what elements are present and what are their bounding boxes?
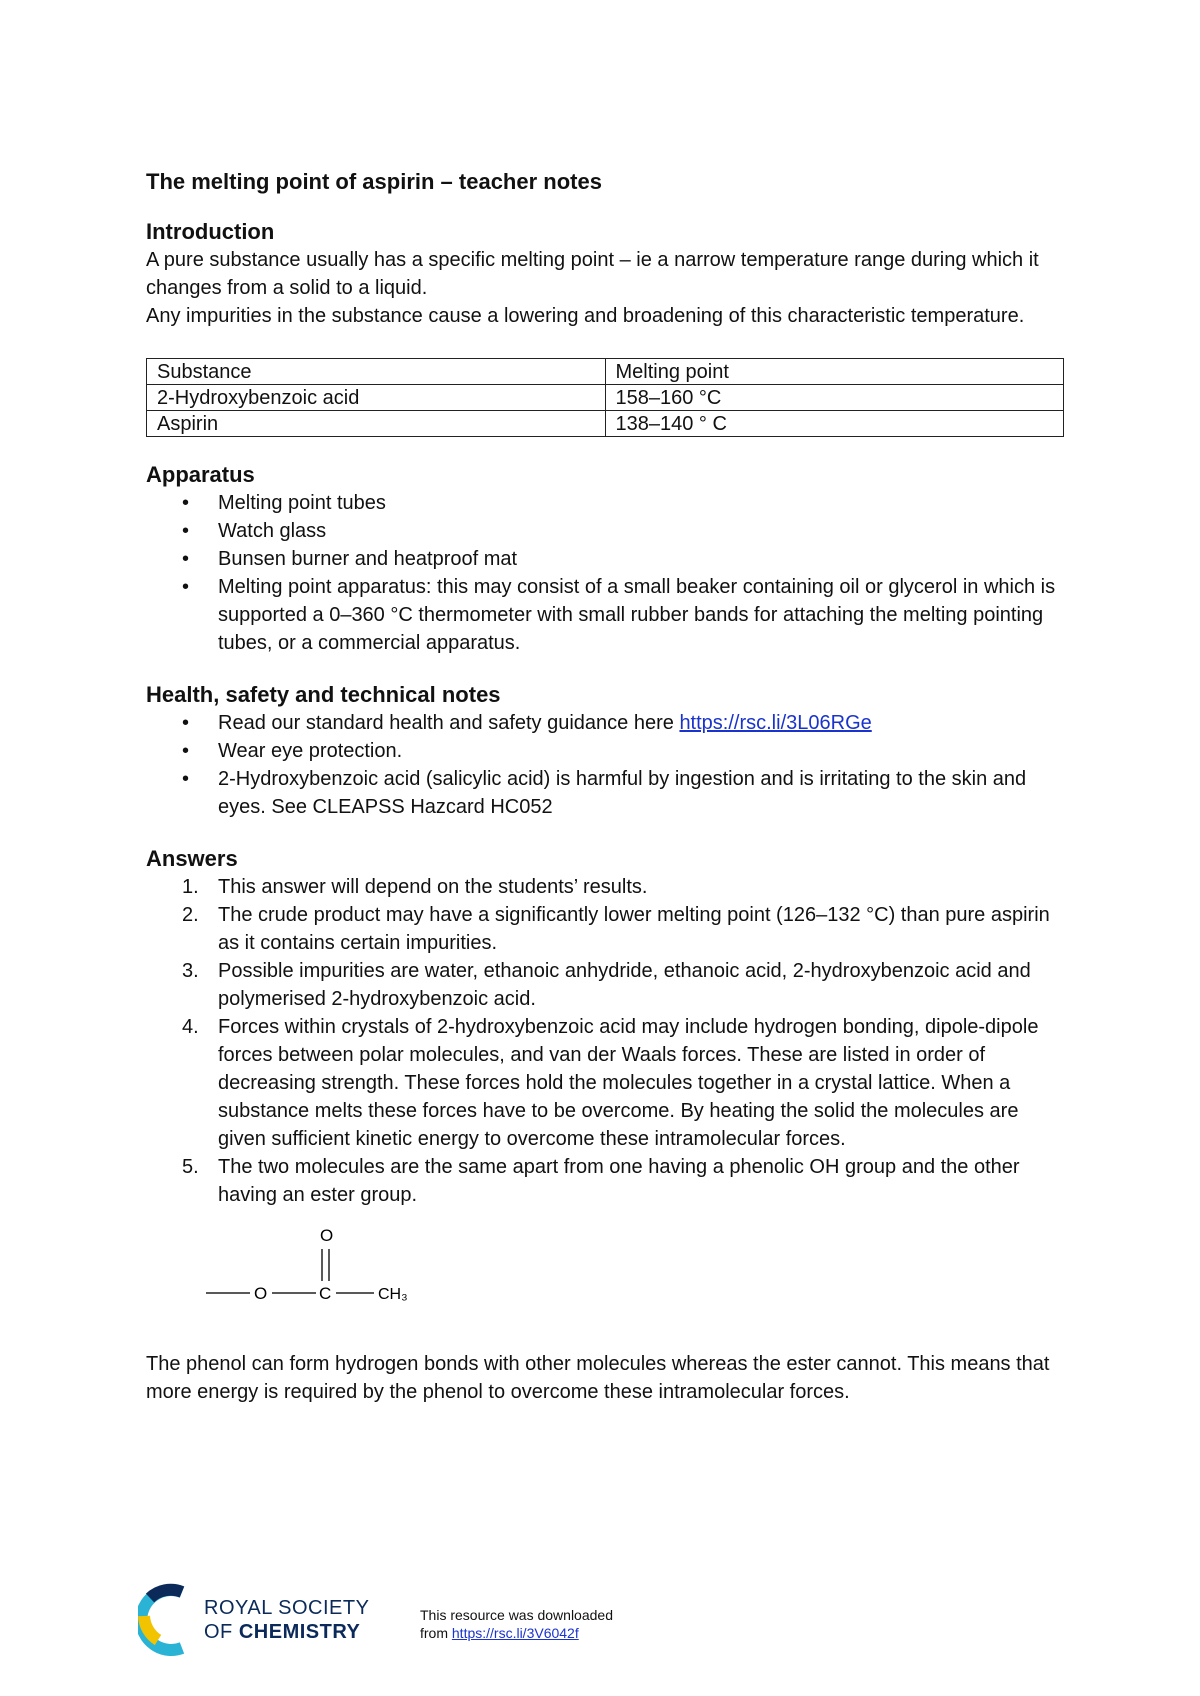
download-notice	[420, 1606, 613, 1642]
list-item: • Melting point apparatus: this may consist of a small beaker containing oil or glycerol in which is supported a 0–360 °C thermometer with small rubber bands for attaching the melting pointing tubes, or a commercial apparatus.	[146, 573, 1064, 657]
answers-heading: Answers	[146, 846, 238, 871]
answer-number: 2.	[182, 904, 199, 926]
structure-oxygen-double: O	[320, 1226, 334, 1245]
logo-line-1: ROYAL SOCIETY	[204, 1597, 370, 1619]
list-item: • 2-Hydroxybenzoic acid (salicylic acid) is harmful by ingestion and is irritating to the skin and eyes. See CLEAPSS Hazcard HC052	[146, 765, 1064, 821]
melting-point-table	[146, 358, 1064, 437]
apparatus-list	[146, 489, 1064, 657]
structure-oxygen-single: O	[254, 1284, 268, 1303]
table-header-row	[147, 359, 1064, 385]
table-cell: 158–160 °C	[605, 385, 1064, 411]
answer-number: 5.	[182, 1156, 199, 1178]
answer-text: Possible impurities are water, ethanoic anhydride, ethanoic acid, 2-hydroxybenzoic acid and polymerised 2-hydroxybenzoic acid.	[218, 960, 1031, 1010]
download-link[interactable]: https://rsc.li/3V6042f	[451, 1625, 579, 1641]
list-item: • Melting point tubes	[146, 489, 1064, 517]
footer	[138, 1580, 1078, 1660]
list-item	[146, 709, 1064, 737]
download-text: This resource was downloaded	[420, 1607, 613, 1623]
conclusion-paragraph: The phenol can form hydrogen bonds with other molecules whereas the ester cannot. This means that more energy is required by the phenol to overcome these intramolecular forces.	[146, 1353, 1050, 1403]
answer-text: The two molecules are the same apart from one having a phenolic OH group and the other having an ester group.	[218, 1156, 1020, 1206]
list-item: • Watch glass	[146, 517, 1064, 545]
answer-number: 4.	[182, 1016, 199, 1038]
document-page	[146, 168, 1064, 1406]
table-cell: Aspirin	[147, 411, 606, 437]
logo-line-2-prefix: OF	[204, 1621, 239, 1643]
answer-item	[146, 957, 1064, 1013]
table-row	[147, 385, 1064, 411]
introduction-heading: Introduction	[146, 219, 275, 244]
page-title: The melting point of aspirin – teacher notes	[146, 169, 602, 194]
safety-guidance-text: Read our standard health and safety guidance here	[218, 712, 680, 734]
table-header-cell: Melting point	[605, 359, 1064, 385]
answer-text: Forces within crystals of 2-hydroxybenzoic acid may include hydrogen bonding, dipole-dipole forces between polar molecules, and van der Waals forces. These are listed in order of decreasing strength. These forces hold the molecules together in a crystal lattice. When a substance melts these forces have to be overcome. By heating the solid the molecules are given sufficient kinetic energy to overcome these intramolecular forces.	[218, 1016, 1039, 1150]
answer-item	[146, 873, 1064, 901]
structure-carbon: C	[319, 1284, 332, 1303]
answer-number: 1.	[182, 876, 199, 898]
apparatus-heading: Apparatus	[146, 462, 255, 487]
list-item: • Bunsen burner and heatproof mat	[146, 545, 1064, 573]
download-from-line	[420, 1624, 613, 1642]
rsc-logo	[138, 1580, 398, 1660]
introduction-paragraph-2: Any impurities in the substance cause a lowering and broadening of this characteristic temperature.	[146, 305, 1025, 327]
answer-number: 3.	[182, 960, 199, 982]
answer-item	[146, 1013, 1064, 1153]
answer-text: This answer will depend on the students’ results.	[218, 876, 648, 898]
answer-item	[146, 901, 1064, 957]
safety-heading: Health, safety and technical notes	[146, 682, 501, 707]
table-cell: 138–140 ° C	[605, 411, 1064, 437]
logo-line-2-bold: CHEMISTRY	[238, 1621, 361, 1643]
safety-list	[146, 709, 1064, 821]
table-cell: 2-Hydroxybenzoic acid	[147, 385, 606, 411]
table-header-cell: Substance	[147, 359, 606, 385]
answer-item	[146, 1153, 1064, 1209]
answer-text: The crude product may have a significantly lower melting point (126–132 °C) than pure aspirin as it contains certain impurities.	[218, 904, 1050, 954]
logo-line-2	[204, 1620, 369, 1644]
introduction-paragraph-1: A pure substance usually has a specific melting point – ie a narrow temperature range during which it changes from a solid to a liquid.	[146, 249, 1039, 299]
rsc-logo-icon	[138, 1580, 200, 1660]
table-row	[147, 411, 1064, 437]
answers-list	[146, 873, 1064, 1209]
list-item: • Wear eye protection.	[146, 737, 1064, 765]
safety-guidance-link[interactable]: https://rsc.li/3L06RGe	[679, 712, 872, 734]
ester-group-structure	[206, 1219, 446, 1315]
rsc-logo-wordmark	[204, 1596, 369, 1644]
download-from-text: from	[420, 1625, 452, 1641]
structure-methyl: CH₃	[378, 1286, 408, 1303]
